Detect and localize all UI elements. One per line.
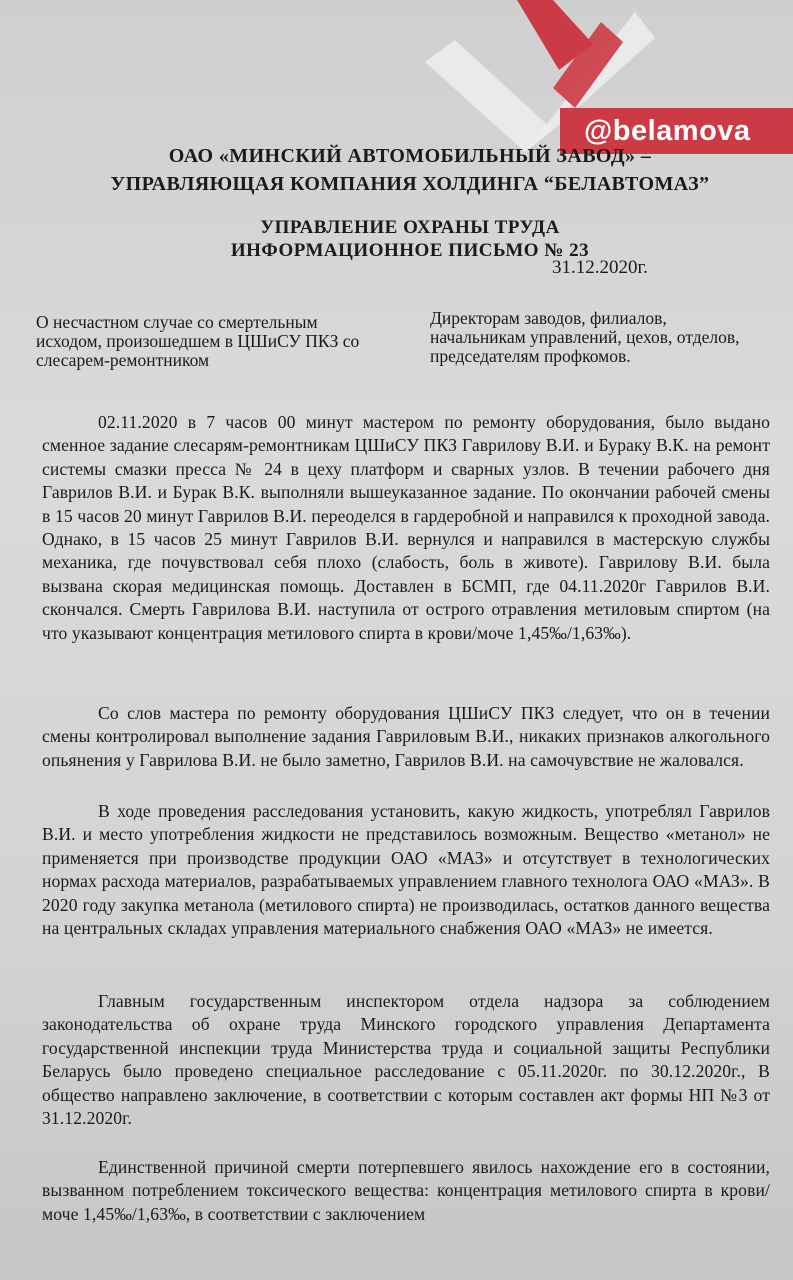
company-name-line-1: ОАО «МИНСКИЙ АВТОМОБИЛЬНЫЙ ЗАВОД» – [168,145,652,167]
body-paragraph-master-statement: Со слов мастера по ремонту оборудования ЦШиСУ ПКЗ следует, что он в течении смены контролировал выполнение задания Гавриловым В.И., никаких признаков алкогольного опьянения у Гаврилова В.И. не было заметно, Гаврилов В.И. на самочувствие не жаловался. [42,703,770,770]
body-paragraph-cause-of-death: Единственной причиной смерти потерпевшего явилось нахождение его в состоянии, вызванном потреблением токсического вещества: концентрация метилового спирта в крови/моче 1,45‰/1,63‰, в соответствии с заключением [42,1157,770,1224]
body-paragraph-incident: 02.11.2020 в 7 часов 00 минут мастером по ремонту оборудования, было выдано сменное задание слесарям-ремонтникам ЦШиСУ ПКЗ Гаврилову В.И. и Бураку В.К. на ремонт системы смазки пресса № 24 в цеху платформ и сварных узлов. В течении рабочего дня Гаврилов В.И. и Бурак В.К. выполняли вышеуказанное задание. По окончании рабочей смены в 15 часов 20 минут Гаврилов В.И. переоделся в гардеробной и направился к проходной завода. Однако, в 15 часов 25 минут Гаврилов В.И. вернулся и направился в мастерскую службы механика, где почувствовал себя плохо (слабость, боль в животе). Гаврилову В.И. была вызвана скорая медицинская помощь. Доставлен в БСМП, где 04.11.2020г Гаврилов В.И. скончался. Смерть Гаврилова В.И. наступила от острого отравления метиловым спиртом (на что указывают концентрация метилового спирта в крови/моче 1,45‰/1,63‰). [42,412,770,643]
letter-title: ИНФОРМАЦИОННОЕ ПИСЬМО № 23 [230,240,590,261]
belamova-handle: @belamova [560,108,793,154]
logo-white-stroke-left [425,40,553,152]
company-name-line-2: УПРАВЛЯЮЩАЯ КОМПАНИЯ ХОЛДИНГА “БЕЛАВТОМАЗ” [110,173,710,195]
body-paragraph-special-investigation: Главным государственным инспектором отдела надзора за соблюдением законодательства об охране труда Минского городского управления Департамента государственной инспекции труда Министерства труда и социальной защиты Республики Беларусь было проведено специальное расследование с 05.11.2020г. по 30.12.2020г., В общество направлено заключение, в соответствии с которым составлен акт формы НП №3 от 31.12.2020г. [42,991,770,1129]
letter-subject: О несчастном случае со смертельным исходом, произошедшем в ЦШиСУ ПКЗ со слесарем-ремонтником [36,312,360,370]
department-name: УПРАВЛЕНИЕ ОХРАНЫ ТРУДА [260,217,560,238]
body-paragraph-investigation: В ходе проведения расследования установить, какую жидкость, употреблял Гаврилов В.И. и место употребления жидкости не представилось возможным. Вещество «метанол» не применяется при производстве продукции ОАО «МАЗ» и отсутствует в технологических нормах расхода материалов, разрабатываемых управлением главного технолога ОАО «МАЗ». В 2020 году закупка метанола (метилового спирта) не производилась, остатков данного вещества на центральных складах управления материального снабжения ОАО «МАЗ» не имеется. [42,801,770,939]
letter-addressee: Директорам заводов, филиалов, начальникам управлений, цехов, отделов, председателям профкомов. [430,308,740,366]
letter-date: 31.12.2020г. [552,257,648,278]
